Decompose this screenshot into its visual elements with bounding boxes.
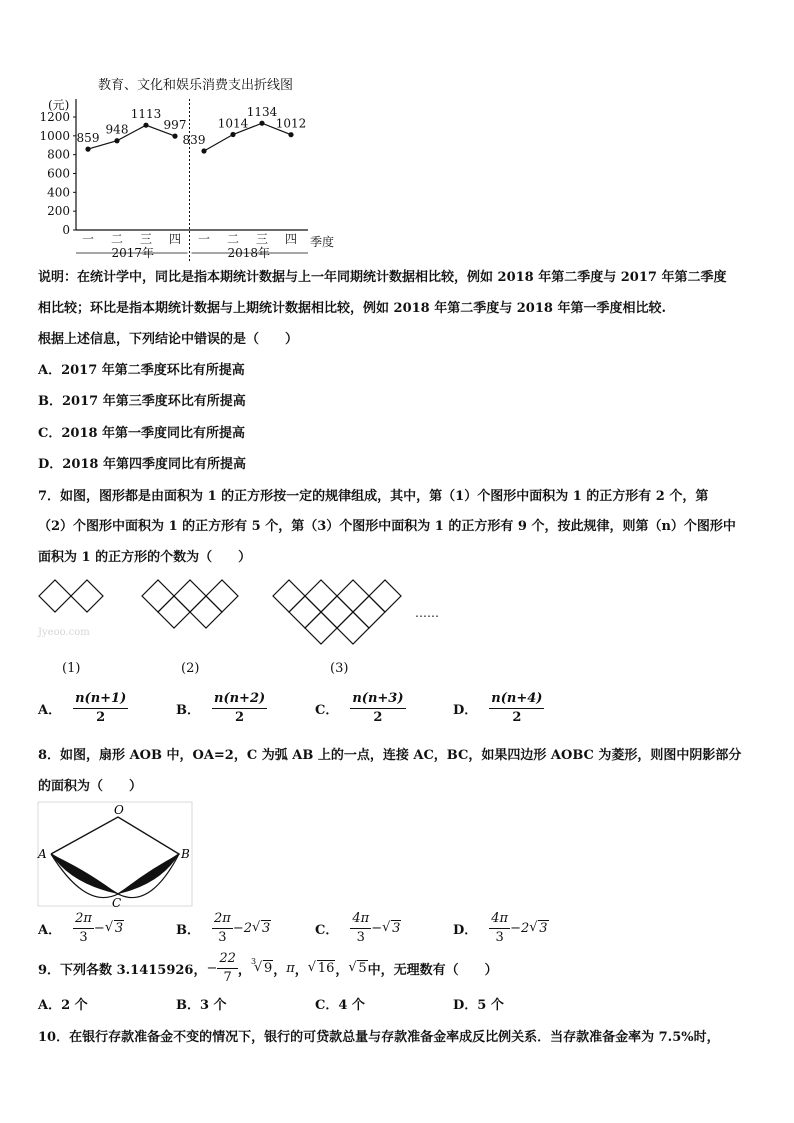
q8-line-2: 的面积为（ ）: [38, 779, 143, 794]
sector-figure: [36, 800, 196, 910]
q6-option-d: D．2018 年第四季度同比有所提高: [38, 457, 246, 472]
q8-option-b: B． $\frac{2\pi}{3}$ −2√ 3: [176, 910, 271, 947]
x-tick-label: 三: [255, 232, 269, 246]
y-tick-label: 200: [47, 204, 70, 219]
x-tick-label: 四: [168, 232, 182, 246]
note-line-1: 说明：在统计学中，同比是指本期统计数据与上一年同期统计数据相比较，例如 2018 年第二季度与 2017 年第二季度: [38, 270, 727, 285]
x-tick-label: 一: [197, 232, 211, 246]
data-point: [143, 123, 148, 128]
y-tick-label: 400: [47, 185, 70, 200]
x-tick-label: 四: [284, 232, 298, 246]
y-tick-label: 1000: [39, 128, 70, 143]
data-label: 948: [105, 122, 129, 137]
y-tick-label: 600: [47, 166, 70, 181]
pattern-figure-1: [39, 580, 103, 612]
q8-line-1: 8．如图，扇形 AOB 中，OA=2，C 为弧 AB 上的一点，连接 AC，BC，如果四边形 AOBC 为菱形，则图中阴影部分: [38, 748, 742, 763]
data-point: [85, 147, 90, 152]
note-line-2: 相比较；环比是指本期统计数据与上期统计数据相比较，例如 2018 年第二季度与 2018 年第一季度相比较.: [38, 301, 666, 316]
data-point: [201, 148, 206, 153]
data-point: [259, 121, 264, 126]
x-axis-label: 季度: [310, 235, 335, 249]
year-group-label-2017: 2017年: [111, 246, 155, 260]
q8-option-d: D． $\frac{4\pi}{3}$ −2√ 3: [453, 910, 549, 947]
y-tick-label: 800: [47, 147, 70, 162]
y-tick-label: 0: [62, 223, 70, 237]
q7-option-c: C． $\frac{n(n+3)}{2}$: [315, 691, 404, 725]
q10-line-1: 10．在银行存款准备金不变的情况下，银行的可贷款总量与存款准备金率成反比例关系．当存款准备金率为 7.5%时，: [38, 1030, 720, 1045]
q7-line-2: （2）个图形中面积为 1 的正方形有 5 个，第（3）个图形中面积为 1 的正方形有 9 个，按此规律，则第（n）个图形中: [38, 519, 736, 534]
watermark: Jyeoo.com: [38, 627, 90, 638]
q7-line-3: 面积为 1 的正方形的个数为（ ）: [38, 550, 252, 565]
q9-option-c: C．4 个: [315, 998, 365, 1013]
q9-stem: 9．下列各数 3.1415926，− $\frac{22}{7}$ ， 3 √ 9，π，√ 16，√ 5中，无理数有（ ）: [38, 950, 498, 987]
q6-option-a: A．2017 年第二季度环比有所提高: [38, 363, 245, 378]
pattern-figure-3: [273, 580, 401, 644]
series-line-2017: [88, 122, 175, 149]
q9-option-a: A．2 个: [38, 998, 88, 1013]
point-c-label: C: [112, 896, 122, 910]
year-group-label-2018: 2018年: [227, 246, 271, 260]
ellipsis: ……: [415, 606, 439, 620]
q6-option-c: C．2018 年第一季度同比有所提高: [38, 426, 246, 441]
data-label: 1113: [130, 107, 162, 122]
q9-option-b: B．3 个: [176, 998, 227, 1013]
q9-option-d: D．5 个: [453, 998, 504, 1013]
q7-option-d: D． $\frac{n(n+4)}{2}$: [453, 691, 543, 725]
line-chart: [30, 92, 360, 264]
q8-option-a: A． $\frac{2\pi}{3}$ −√ 3: [38, 910, 124, 947]
x-tick-label: 二: [110, 232, 124, 246]
x-tick-label: 三: [139, 232, 153, 246]
data-point: [288, 132, 293, 137]
q7-option-b: B． $\frac{n(n+2)}{2}$: [176, 691, 266, 725]
pattern-figure-2: [142, 580, 238, 628]
data-label: 997: [163, 118, 187, 133]
q7-line-1: 7．如图，图形都是由面积为 1 的正方形按一定的规律组成，其中，第（1）个图形中面积为 1 的正方形有 2 个，第: [38, 489, 709, 504]
data-point: [114, 138, 119, 143]
data-point: [172, 134, 177, 139]
data-label: 859: [76, 131, 100, 146]
figure-label-1: (1): [62, 661, 81, 676]
square-pattern-figures: [30, 572, 450, 682]
q7-option-a: A． $\frac{n(n+1)}{2}$: [38, 691, 127, 725]
point-b-label: B: [181, 847, 190, 861]
figure-label-2: (2): [181, 661, 200, 676]
data-label: 839: [182, 132, 206, 147]
y-tick-label: 1200: [39, 110, 70, 124]
q8-option-c: C． $\frac{4\pi}{3}$ −√ 3: [315, 910, 401, 947]
data-label: 1014: [217, 116, 249, 131]
figure-label-3: (3): [330, 661, 349, 676]
x-tick-label: 一: [81, 232, 95, 246]
y-axis-unit: (元): [48, 98, 70, 112]
data-label: 1134: [246, 105, 278, 120]
q6-stem: 根据上述信息，下列结论中错误的是（ ）: [38, 332, 299, 347]
chart-title: 教育、文化和娱乐消费支出折线图: [98, 78, 294, 93]
point-a-label: A: [38, 847, 47, 861]
point-o-label: O: [114, 803, 124, 817]
data-label: 1012: [275, 116, 307, 131]
data-point: [230, 132, 235, 137]
q6-option-b: B．2017 年第三季度环比有所提高: [38, 394, 246, 409]
x-tick-label: 二: [226, 232, 240, 246]
